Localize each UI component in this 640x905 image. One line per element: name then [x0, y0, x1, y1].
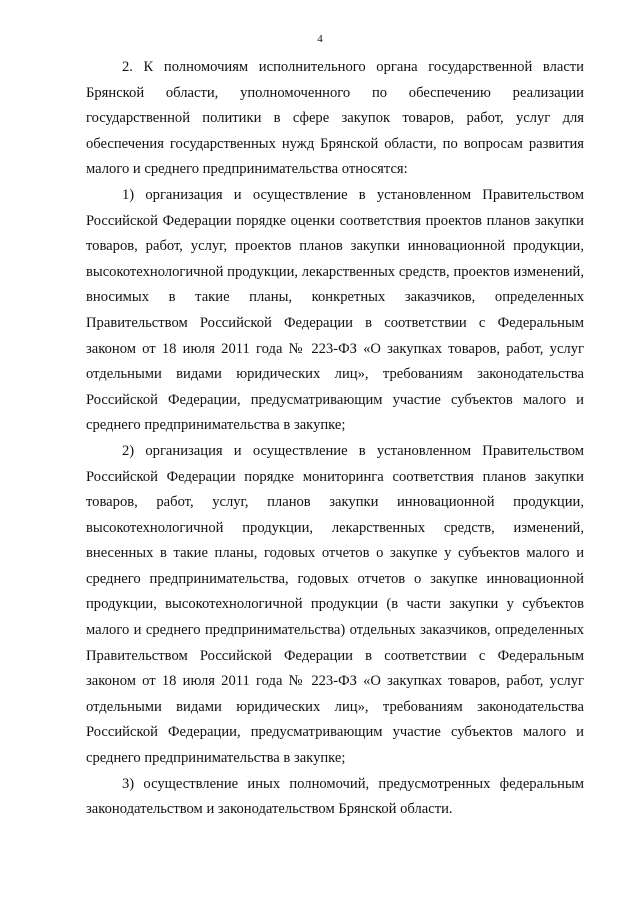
document-body [86, 55, 584, 823]
page-number: 4 [317, 33, 323, 45]
paragraph-item-3: 3) осуществление иных полномочий, предусмотренных федеральным законодательством и законодательством Брянской области. [86, 775, 584, 818]
paragraph-clause-2: 2. К полномочиям исполнительного органа государственной власти Брянской области, уполномоченного по обеспечению реализации государственной политики в сфере закупок товаров, работ, услуг для обеспечения государственных нужд Брянской области, по вопросам развития малого и среднего предпринимательства относятся: [86, 59, 584, 178]
paragraph-item-1: 1) организация и осуществление в установленном Правительством Российской Федерации порядке оценки соответствия проектов планов закупки товаров, работ, услуг, проектов планов закупки инновационной продукции, высокотехнологичной продукции, лекарственных средств, проектов изменений, вносимых в такие планы, конкретных заказчиков, определенных Правительством Российской Федерации в соответствии с Федеральным законом от 18 июля 2011 года № 223-ФЗ «О закупках товаров, работ, услуг отдельными видами юридических лиц», требованиям законодательства Российской Федерации, предусматривающим участие субъектов малого и среднего предпринимательства в закупке; [86, 186, 584, 434]
paragraph-item-2: 2) организация и осуществление в установленном Правительством Российской Федерации порядке мониторинга соответствия планов закупки товаров, работ, услуг, планов закупки инновационной продукции, высокотехнологичной продукции, лекарственных средств, изменений, внесенных в такие планы, годовых отчетов о закупке у субъектов малого и среднего предпринимательства, годовых отчетов о закупке инновационной продукции, высокотехнологичной продукции (в части закупки у субъектов малого и среднего предпринимательства) отдельных заказчиков, определенных Правительством Российской Федерации в соответствии с Федеральным законом от 18 июля 2011 года № 223-ФЗ «О закупках товаров, работ, услуг отдельными видами юридических лиц», требованиям законодательства Российской Федерации, предусматривающим участие субъектов малого и среднего предпринимательства в закупке; [86, 442, 584, 767]
